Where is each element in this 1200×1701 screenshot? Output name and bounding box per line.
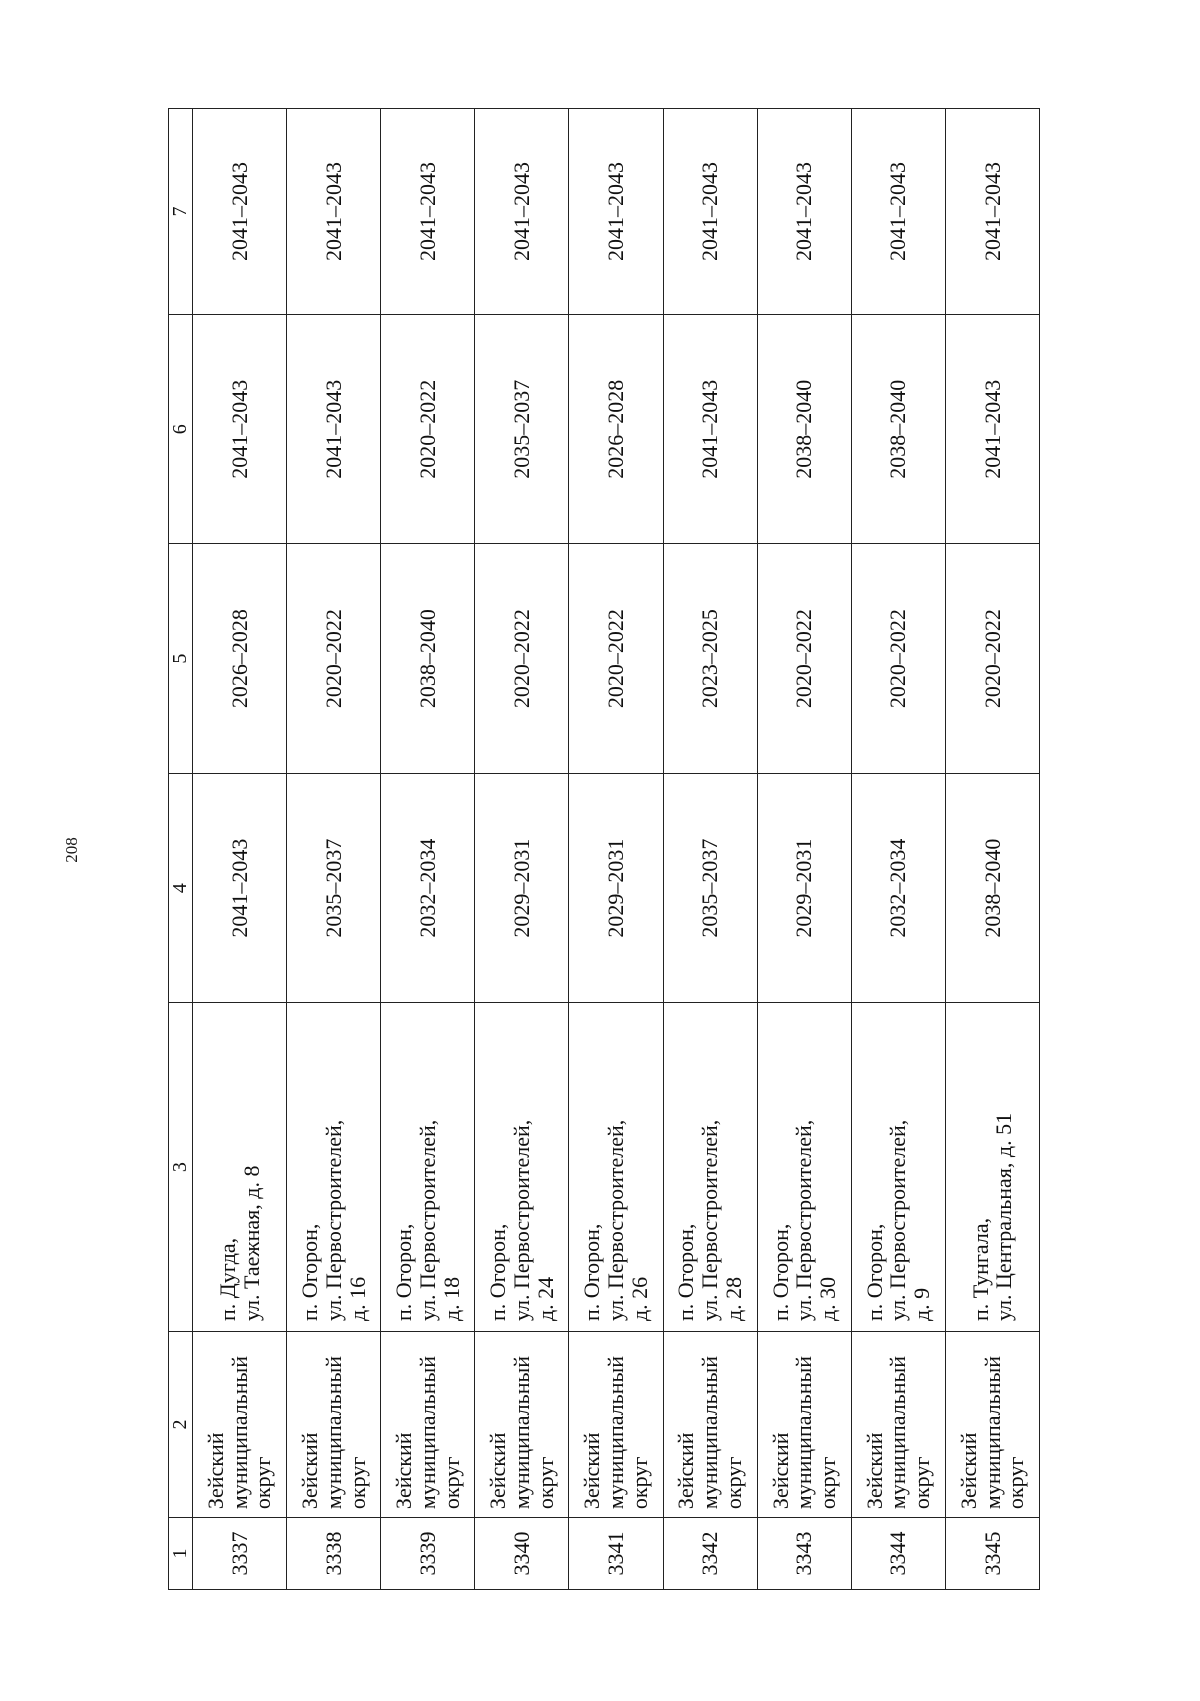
municipal-district-cell-line: муниципальный (697, 1355, 723, 1510)
address-cell-line: ул. Первостроителей, (697, 1119, 723, 1322)
address-cell-line: п. Огорон, (579, 1223, 605, 1322)
period-cell-6: 2035–2037 (475, 314, 569, 543)
period-cell-5: 2020–2022 (475, 544, 569, 773)
address-cell-line: д. 26 (626, 1276, 652, 1322)
address-cell-line: д. 18 (438, 1276, 464, 1322)
address-cell-line: ул. Первостроителей, (414, 1119, 440, 1322)
address-cell-line: ул. Первостроителей, (320, 1119, 346, 1322)
municipal-district-cell-line: муниципальный (414, 1355, 440, 1510)
table-body (169, 109, 1040, 1590)
municipal-district-cell-line: муниципальный (509, 1355, 534, 1510)
table-row (193, 109, 287, 1590)
municipal-district-cell-line: муниципальный (791, 1355, 817, 1510)
municipal-district-cell-line: округ (438, 1456, 464, 1510)
municipal-district-cell-line: округ (344, 1456, 370, 1510)
municipal-district-cell (757, 1332, 851, 1518)
period-cell-5: 2020–2022 (757, 544, 851, 773)
address-cell-line: п. Огорон, (767, 1223, 793, 1322)
municipal-district-cell-line: округ (815, 1456, 841, 1510)
page-number: 208 (62, 837, 81, 863)
period-cell-7: 2041–2043 (757, 109, 851, 315)
rotated-table-wrapper (168, 108, 1040, 1590)
municipal-district-cell-line: Зейский (297, 1432, 323, 1510)
municipal-district-cell (381, 1332, 475, 1518)
municipal-district-cell-line: Зейский (767, 1432, 793, 1510)
address-cell-line: д. 24 (532, 1276, 558, 1322)
address-cell (945, 1003, 1039, 1332)
period-cell-6: 2038–2040 (851, 314, 945, 543)
municipal-district-cell-line: муниципальный (320, 1355, 346, 1510)
period-cell-6: 2041–2043 (287, 314, 381, 543)
municipal-district-cell-line: округ (250, 1456, 276, 1510)
address-cell (287, 1003, 381, 1332)
period-cell-7: 2041–2043 (193, 109, 287, 315)
municipal-district-cell (569, 1332, 663, 1518)
address-cell-line: п. Дугда, (214, 1237, 240, 1322)
period-cell-4: 2029–2031 (569, 773, 663, 1002)
period-cell-4: 2029–2031 (475, 773, 569, 1002)
municipal-district-cell-line: округ (1003, 1456, 1029, 1510)
address-cell-line: п. Огорон, (485, 1223, 511, 1322)
header-cell-6: 6 (169, 314, 193, 543)
period-cell-7: 2041–2043 (287, 109, 381, 315)
table-row (945, 109, 1039, 1590)
period-cell-4: 2029–2031 (757, 773, 851, 1002)
address-cell-line: д. 28 (720, 1276, 746, 1322)
municipal-district-cell-line: Зейский (202, 1432, 228, 1510)
table-row (663, 109, 757, 1590)
address-cell-line: д. 16 (344, 1276, 370, 1322)
table-row (475, 109, 569, 1590)
period-cell-4: 2032–2034 (381, 773, 475, 1002)
period-cell-7: 2041–2043 (851, 109, 945, 315)
municipal-district-cell-line: муниципальный (979, 1355, 1005, 1510)
row-number-cell: 3338 (287, 1518, 381, 1590)
header-row (169, 109, 193, 1590)
period-cell-5: 2026–2028 (193, 544, 287, 773)
municipal-district-cell (287, 1332, 381, 1518)
table-row (851, 109, 945, 1590)
municipal-district-cell-line: муниципальный (603, 1355, 629, 1510)
address-cell-line: ул. Первостроителей, (509, 1119, 534, 1322)
period-cell-4: 2038–2040 (945, 773, 1039, 1002)
period-cell-7: 2041–2043 (475, 109, 569, 315)
period-cell-6: 2020–2022 (381, 314, 475, 543)
header-cell-4: 4 (169, 773, 193, 1002)
table-row (757, 109, 851, 1590)
address-cell-line: п. Огорон, (297, 1223, 323, 1322)
header-cell-2: 2 (169, 1332, 193, 1518)
row-number-cell: 3344 (851, 1518, 945, 1590)
address-cell-line: ул. Таежная, д. 8 (238, 1165, 264, 1322)
table-row (569, 109, 663, 1590)
header-cell-3: 3 (169, 1003, 193, 1332)
period-cell-7: 2041–2043 (945, 109, 1039, 315)
address-cell (851, 1003, 945, 1332)
municipal-district-cell-line: муниципальный (885, 1355, 911, 1510)
municipal-district-cell (851, 1332, 945, 1518)
address-cell (757, 1003, 851, 1332)
period-cell-6: 2038–2040 (757, 314, 851, 543)
period-cell-6: 2041–2043 (663, 314, 757, 543)
period-cell-6: 2041–2043 (945, 314, 1039, 543)
municipal-district-cell-line: Зейский (391, 1432, 417, 1510)
address-cell-line: д. 9 (909, 1287, 935, 1322)
address-cell (663, 1003, 757, 1332)
period-cell-7: 2041–2043 (663, 109, 757, 315)
period-cell-7: 2041–2043 (381, 109, 475, 315)
row-number-cell: 3340 (475, 1518, 569, 1590)
row-number-cell: 3339 (381, 1518, 475, 1590)
address-cell (381, 1003, 475, 1332)
period-cell-4: 2035–2037 (287, 773, 381, 1002)
period-cell-5: 2038–2040 (381, 544, 475, 773)
header-cell-5: 5 (169, 544, 193, 773)
period-cell-4: 2041–2043 (193, 773, 287, 1002)
address-cell (193, 1003, 287, 1332)
municipal-district-cell-line: Зейский (861, 1432, 887, 1510)
table-row (287, 109, 381, 1590)
address-cell (569, 1003, 663, 1332)
municipal-district-cell-line: муниципальный (226, 1355, 252, 1510)
municipal-district-cell-line: округ (626, 1456, 652, 1510)
period-cell-4: 2032–2034 (851, 773, 945, 1002)
period-cell-5: 2023–2025 (663, 544, 757, 773)
address-cell-line: д. 30 (815, 1276, 841, 1322)
address-cell-line: ул. Первостроителей, (603, 1119, 629, 1322)
row-number-cell: 3345 (945, 1518, 1039, 1590)
row-number-cell: 3337 (193, 1518, 287, 1590)
row-number-cell: 3342 (663, 1518, 757, 1590)
period-cell-5: 2020–2022 (569, 544, 663, 773)
municipal-district-cell-line: Зейский (673, 1432, 699, 1510)
period-cell-5: 2020–2022 (945, 544, 1039, 773)
period-cell-5: 2020–2022 (287, 544, 381, 773)
municipal-district-cell-line: округ (532, 1456, 558, 1510)
address-cell-line: ул. Первостроителей, (885, 1119, 911, 1322)
address-cell-line: п. Огорон, (391, 1223, 417, 1322)
table-row (381, 109, 475, 1590)
municipal-district-cell-line: Зейский (579, 1432, 605, 1510)
municipal-district-cell-line: округ (720, 1456, 746, 1510)
period-cell-7: 2041–2043 (569, 109, 663, 315)
municipal-district-cell (475, 1332, 569, 1518)
row-number-cell: 3341 (569, 1518, 663, 1590)
schedule-table (168, 108, 1040, 1590)
municipal-district-cell (193, 1332, 287, 1518)
period-cell-5: 2020–2022 (851, 544, 945, 773)
period-cell-6: 2026–2028 (569, 314, 663, 543)
municipal-district-cell (663, 1332, 757, 1518)
header-cell-1: 1 (169, 1518, 193, 1590)
municipal-district-cell-line: Зейский (955, 1432, 981, 1510)
municipal-district-cell (945, 1332, 1039, 1518)
municipal-district-cell-line: округ (909, 1456, 935, 1510)
address-cell (475, 1003, 569, 1332)
address-cell-line: п. Огорон, (861, 1223, 887, 1322)
row-number-cell: 3343 (757, 1518, 851, 1590)
municipal-district-cell-line: Зейский (485, 1432, 511, 1510)
header-cell-7: 7 (169, 109, 193, 315)
address-cell-line: ул. Центральная, д. 51 (991, 1112, 1017, 1322)
address-cell-line: п. Тунгала, (967, 1217, 993, 1322)
period-cell-6: 2041–2043 (193, 314, 287, 543)
period-cell-4: 2035–2037 (663, 773, 757, 1002)
address-cell-line: п. Огорон, (673, 1223, 699, 1322)
address-cell-line: ул. Первостроителей, (791, 1119, 817, 1322)
